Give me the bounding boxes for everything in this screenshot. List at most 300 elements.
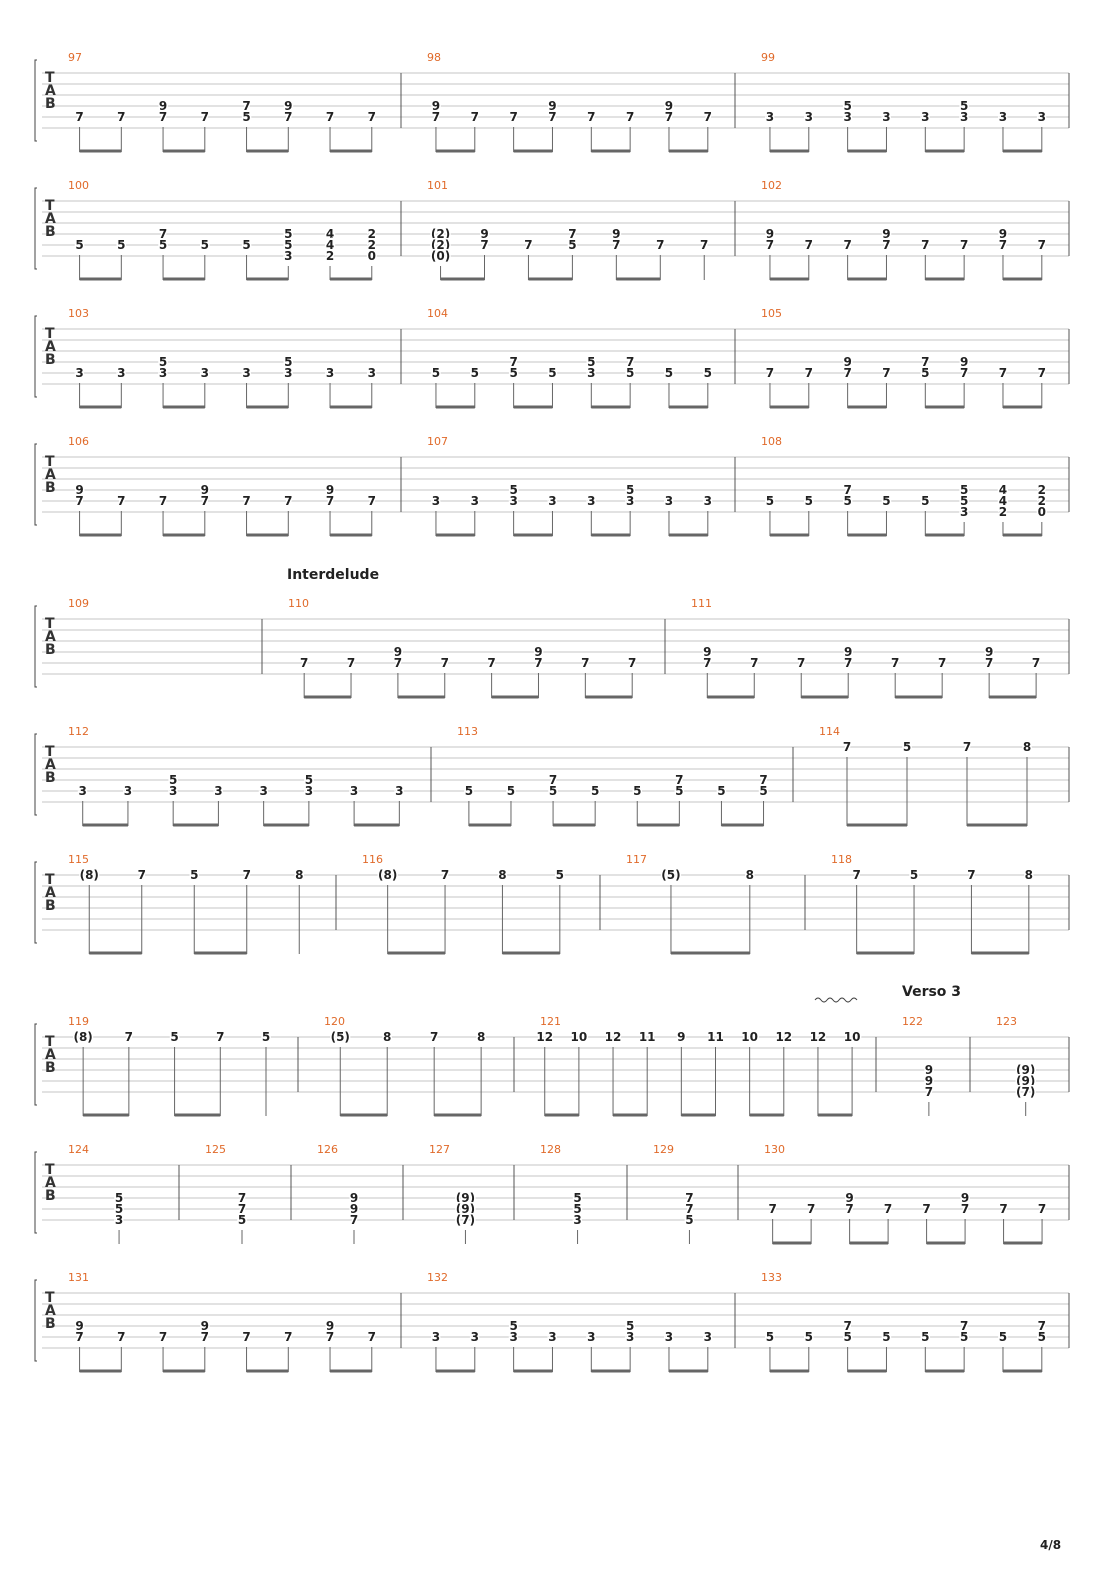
fret-number: 7 <box>367 110 376 124</box>
fret-number: 8 <box>498 868 507 882</box>
fret-number: 3 <box>548 1330 557 1344</box>
measure-number: 123 <box>996 1015 1017 1028</box>
fret-number: 3 <box>625 494 635 508</box>
fret-number: 5 <box>114 1191 124 1205</box>
tab-clef-letter: A <box>45 83 56 99</box>
measure-number: 127 <box>429 1143 450 1156</box>
fret-number: 3 <box>470 1330 479 1344</box>
fret-number: 7 <box>959 366 969 380</box>
tab-system <box>35 1271 1069 1372</box>
measure-number: 103 <box>68 307 89 320</box>
fret-number: 7 <box>200 110 209 124</box>
fret-number: 11 <box>707 1030 724 1044</box>
fret-number: 9 <box>431 99 441 113</box>
fret-number: 5 <box>509 483 518 497</box>
system-bracket <box>35 1280 37 1361</box>
fret-number: 3 <box>587 1330 596 1344</box>
tab-clef-letter: T <box>45 1290 55 1306</box>
fret-number: 3 <box>765 110 775 124</box>
fret-number: 7 <box>548 110 557 124</box>
measure-number: 118 <box>831 853 852 866</box>
fret-number: 7 <box>625 110 635 124</box>
fret-number: 7 <box>999 1202 1008 1216</box>
fret-number: 7 <box>998 366 1008 380</box>
fret-number: 5 <box>590 784 600 798</box>
tab-system <box>35 307 1069 408</box>
tab-clef-letter: A <box>45 1175 56 1191</box>
measure-number: 122 <box>902 1015 923 1028</box>
fret-number: 7 <box>625 355 635 369</box>
fret-number: 5 <box>717 784 726 798</box>
fret-number: 5 <box>804 494 813 508</box>
measure-number: 110 <box>288 597 309 610</box>
fret-number: 5 <box>843 494 852 508</box>
fret-number: 5 <box>548 366 557 380</box>
fret-number: 3 <box>625 1330 635 1344</box>
fret-number: 7 <box>158 227 168 241</box>
fret-number: 3 <box>804 110 813 124</box>
fret-number: 9 <box>325 483 335 497</box>
fret-number: (2) <box>430 238 451 252</box>
fret-number: 9 <box>480 227 489 241</box>
fret-number: 7 <box>524 238 533 252</box>
tab-clef-letter: B <box>45 224 56 240</box>
fret-number: 7 <box>703 656 712 670</box>
fret-number: 5 <box>959 1330 969 1344</box>
fret-number: 7 <box>299 656 309 670</box>
fret-number: 7 <box>487 656 496 670</box>
fret-number: 7 <box>242 99 251 113</box>
measure-number: 105 <box>761 307 782 320</box>
tab-clef-letter: T <box>45 872 55 888</box>
fret-number: 4 <box>325 238 335 252</box>
fret-number: 3 <box>349 784 359 798</box>
measure-number: 104 <box>427 307 448 320</box>
fret-number: 3 <box>78 784 87 798</box>
fret-number: 9 <box>924 1063 934 1077</box>
fret-number: 3 <box>587 366 596 380</box>
fret-number: 5 <box>506 784 516 798</box>
fret-number: 9 <box>844 645 853 659</box>
fret-number: 7 <box>891 656 900 670</box>
measure-number: 114 <box>819 725 840 738</box>
fret-number: 5 <box>284 355 293 369</box>
fret-number: 7 <box>967 868 976 882</box>
fret-number: 3 <box>998 110 1008 124</box>
fret-number: 5 <box>158 355 168 369</box>
system-bracket <box>35 862 37 943</box>
fret-number: 7 <box>703 110 712 124</box>
system-bracket <box>35 734 37 815</box>
fret-number: 10 <box>741 1030 758 1044</box>
fret-number: 5 <box>625 1319 635 1333</box>
fret-number: 3 <box>509 494 518 508</box>
fret-number: 7 <box>843 483 852 497</box>
tab-clef-letter: B <box>45 480 56 496</box>
fret-number: 3 <box>470 494 479 508</box>
fret-number: 7 <box>75 1330 84 1344</box>
tab-clef-letter: B <box>45 898 56 914</box>
fret-number: 9 <box>845 1191 854 1205</box>
fret-number: 9 <box>158 99 168 113</box>
tab-clef-letter: T <box>45 454 55 470</box>
fret-number: 7 <box>882 366 891 380</box>
fret-number: 5 <box>921 366 930 380</box>
fret-number: 9 <box>765 227 775 241</box>
fret-number: 3 <box>168 784 178 798</box>
fret-number: 7 <box>612 238 621 252</box>
fret-number: 8 <box>383 1030 392 1044</box>
fret-number: 4 <box>998 494 1008 508</box>
fret-number: 7 <box>960 1202 970 1216</box>
fret-number: 9 <box>284 99 293 113</box>
fret-number: 7 <box>117 110 126 124</box>
fret-number: 2 <box>1037 483 1046 497</box>
fret-number: 9 <box>677 1030 686 1044</box>
tab-clef-letter: T <box>45 326 55 342</box>
fret-number: 5 <box>190 868 199 882</box>
fret-number: 3 <box>284 249 293 263</box>
fret-number: 5 <box>703 366 712 380</box>
fret-number: 5 <box>304 773 314 787</box>
fret-number: 9 <box>959 355 969 369</box>
fret-number: 3 <box>703 494 712 508</box>
fret-number: 9 <box>393 645 403 659</box>
fret-number: 7 <box>843 238 852 252</box>
fret-number: 9 <box>664 99 674 113</box>
fret-number: 7 <box>984 656 994 670</box>
fret-number: 5 <box>921 1330 930 1344</box>
fret-number: 7 <box>158 1330 168 1344</box>
fret-number: 7 <box>325 110 335 124</box>
fret-number: 5 <box>675 784 684 798</box>
measure-number: 111 <box>691 597 712 610</box>
fret-number: 7 <box>534 656 543 670</box>
fret-number: 7 <box>765 366 775 380</box>
fret-number: 12 <box>604 1030 622 1044</box>
fret-number: 7 <box>628 656 637 670</box>
page-number: 4/8 <box>1040 1538 1062 1552</box>
fret-number: 5 <box>921 494 930 508</box>
fret-number: 7 <box>962 740 972 754</box>
tab-clef-letter: T <box>45 198 55 214</box>
fret-number: 9 <box>200 483 209 497</box>
fret-number: 3 <box>117 366 126 380</box>
fret-number: (7) <box>1016 1085 1036 1099</box>
fret-number: 7 <box>284 110 293 124</box>
fret-number: (5) <box>661 868 681 882</box>
fret-number: 10 <box>570 1030 588 1044</box>
fret-number: 2 <box>1037 494 1046 508</box>
measure-number: 124 <box>68 1143 89 1156</box>
fret-number: 7 <box>440 656 449 670</box>
fret-number: 5 <box>685 1213 694 1227</box>
fret-number: 3 <box>959 505 969 519</box>
fret-number: 3 <box>959 110 969 124</box>
fret-number: 7 <box>804 366 813 380</box>
fret-number: 7 <box>117 1330 126 1344</box>
tab-clef-letter: B <box>45 770 56 786</box>
fret-number: 7 <box>470 110 479 124</box>
tab-system <box>35 1143 1069 1244</box>
fret-number: (8) <box>377 868 398 882</box>
fret-number: 5 <box>170 1030 179 1044</box>
tab-clef-letter: B <box>45 1188 56 1204</box>
fret-number: 5 <box>959 483 969 497</box>
fret-number: 7 <box>921 355 930 369</box>
tab-clef-letter: A <box>45 629 56 645</box>
fret-number: 5 <box>242 238 251 252</box>
fret-number: 3 <box>509 1330 518 1344</box>
fret-number: 3 <box>664 494 674 508</box>
system-bracket <box>35 316 37 397</box>
fret-number: 3 <box>259 784 268 798</box>
fret-number: 7 <box>1031 656 1041 670</box>
measure-number: 130 <box>764 1143 785 1156</box>
tab-system <box>35 1015 1069 1116</box>
fret-number: 7 <box>922 1202 931 1216</box>
fret-number: 5 <box>431 366 441 380</box>
measure-number: 108 <box>761 435 782 448</box>
measure-number: 97 <box>68 51 82 64</box>
fret-number: 2 <box>998 505 1008 519</box>
fret-number: 12 <box>775 1030 793 1044</box>
fret-number: 5 <box>242 110 251 124</box>
tab-clef-letter: A <box>45 339 56 355</box>
fret-number: 7 <box>158 110 168 124</box>
fret-number: (9) <box>1016 1074 1036 1088</box>
fret-number: 5 <box>1037 1330 1046 1344</box>
fret-number: 7 <box>242 868 251 882</box>
measure-number: 101 <box>427 179 448 192</box>
fret-number: 7 <box>759 773 768 787</box>
tab-clef-letter: B <box>45 96 56 112</box>
fret-number: 5 <box>998 1330 1008 1344</box>
fret-number: 3 <box>75 366 84 380</box>
fret-number: 7 <box>509 355 518 369</box>
fret-number: (2) <box>430 227 451 241</box>
measure-number: 115 <box>68 853 89 866</box>
tab-clef-letter: T <box>45 1034 55 1050</box>
fret-number: 7 <box>845 1202 854 1216</box>
tab-system <box>35 597 1069 698</box>
measure-number: 125 <box>205 1143 226 1156</box>
tab-system <box>35 51 1069 152</box>
fret-number: 8 <box>1022 740 1032 754</box>
measure-number: 120 <box>324 1015 345 1028</box>
fret-number: 7 <box>937 656 947 670</box>
measure-number: 121 <box>540 1015 561 1028</box>
fret-number: 5 <box>117 238 126 252</box>
tab-clef-letter: A <box>45 211 56 227</box>
fret-number: 9 <box>200 1319 209 1333</box>
fret-number: 3 <box>123 784 133 798</box>
tab-clef-letter: T <box>45 616 55 632</box>
fret-number: 5 <box>843 99 852 113</box>
fret-number: 12 <box>809 1030 827 1044</box>
fret-number: 0 <box>367 249 376 263</box>
measure-number: 126 <box>317 1143 338 1156</box>
measure-number: 133 <box>761 1271 782 1284</box>
system-bracket <box>35 444 37 525</box>
tab-system <box>35 853 1069 954</box>
fret-number: 7 <box>656 238 665 252</box>
fret-number: 7 <box>581 656 590 670</box>
fret-number: 5 <box>625 483 635 497</box>
tab-clef-letter: B <box>45 1060 56 1076</box>
fret-number: 5 <box>573 1191 582 1205</box>
tab-clef-letter: B <box>45 1316 56 1332</box>
fret-number: 9 <box>325 1319 335 1333</box>
fret-number: 3 <box>284 366 293 380</box>
fret-number: 3 <box>158 366 168 380</box>
fret-number: (9) <box>1016 1063 1036 1077</box>
fret-number: 7 <box>284 494 293 508</box>
fret-number: 7 <box>842 740 852 754</box>
fret-number: 9 <box>75 483 84 497</box>
fret-number: 5 <box>633 784 642 798</box>
fret-number: (8) <box>79 868 99 882</box>
fret-number: 7 <box>284 1330 293 1344</box>
tab-clef-letter: A <box>45 1303 56 1319</box>
measure-number: 99 <box>761 51 775 64</box>
measure-number: 100 <box>68 179 89 192</box>
fret-number: 7 <box>75 494 84 508</box>
fret-number: 7 <box>750 656 759 670</box>
fret-number: (9) <box>455 1191 476 1205</box>
fret-number: 7 <box>685 1202 694 1216</box>
fret-number: 3 <box>431 1330 441 1344</box>
fret-number: 5 <box>237 1213 247 1227</box>
fret-number: 5 <box>765 494 775 508</box>
fret-number: 7 <box>1037 366 1046 380</box>
fret-number: 5 <box>75 238 84 252</box>
fret-number: 7 <box>804 238 813 252</box>
measure-number: 98 <box>427 51 441 64</box>
fret-number: 9 <box>349 1202 359 1216</box>
fret-number: 9 <box>882 227 891 241</box>
fret-number: 5 <box>261 1030 271 1044</box>
fret-number: 10 <box>843 1030 861 1044</box>
fret-number: 7 <box>924 1085 934 1099</box>
fret-number: 5 <box>284 238 293 252</box>
fret-number: (7) <box>455 1213 476 1227</box>
tab-clef-letter: T <box>45 744 55 760</box>
fret-number: 7 <box>325 1330 335 1344</box>
section-label: Verso 3 <box>902 984 962 1000</box>
tab-clef-letter: T <box>45 1162 55 1178</box>
fret-number: 5 <box>902 740 912 754</box>
fret-number: 3 <box>843 110 852 124</box>
fret-number: 7 <box>998 238 1008 252</box>
fret-number: 3 <box>664 1330 674 1344</box>
fret-number: 7 <box>393 656 403 670</box>
fret-number: 7 <box>843 366 852 380</box>
fret-number: 5 <box>568 238 577 252</box>
fret-number: 7 <box>431 110 441 124</box>
measure-number: 128 <box>540 1143 561 1156</box>
fret-number: 7 <box>1037 1319 1046 1333</box>
fret-number: 7 <box>852 868 861 882</box>
fret-number: 5 <box>625 366 635 380</box>
fret-number: 7 <box>568 227 577 241</box>
fret-number: 5 <box>765 1330 775 1344</box>
fret-number: 5 <box>882 494 891 508</box>
fret-number: 3 <box>325 366 335 380</box>
fret-number: 7 <box>124 1030 134 1044</box>
measure-number: 102 <box>761 179 782 192</box>
system-bracket <box>35 188 37 269</box>
fret-number: 7 <box>216 1030 225 1044</box>
fret-number: 7 <box>480 238 489 252</box>
fret-number: 5 <box>555 868 565 882</box>
fret-number: 8 <box>1024 868 1034 882</box>
fret-number: 7 <box>883 1202 893 1216</box>
fret-number: (0) <box>430 249 451 263</box>
measure-number: 112 <box>68 725 89 738</box>
fret-number: 7 <box>806 1202 816 1216</box>
fret-number: 5 <box>664 366 674 380</box>
measure-number: 109 <box>68 597 89 610</box>
fret-number: 3 <box>395 784 404 798</box>
tab-clef-letter: A <box>45 1047 56 1063</box>
fret-number: 9 <box>960 1191 970 1205</box>
fret-number: 9 <box>984 645 994 659</box>
fret-number: 7 <box>700 238 709 252</box>
fret-number: 7 <box>237 1191 247 1205</box>
fret-number: 5 <box>843 1330 852 1344</box>
system-bracket <box>35 606 37 687</box>
fret-number: 3 <box>573 1213 582 1227</box>
fret-number: 3 <box>882 110 891 124</box>
fret-number: 7 <box>844 656 853 670</box>
measure-number: 113 <box>457 725 478 738</box>
fret-number: 5 <box>909 868 919 882</box>
fret-number: 7 <box>117 494 126 508</box>
measure-number: 132 <box>427 1271 448 1284</box>
tab-system <box>35 179 1069 280</box>
measure-number: 116 <box>362 853 383 866</box>
fret-number: 7 <box>675 773 684 787</box>
fret-number: 7 <box>921 238 930 252</box>
fret-number: 5 <box>548 784 558 798</box>
fret-number: 7 <box>349 1213 359 1227</box>
fret-number: 3 <box>1037 110 1046 124</box>
fret-number: 5 <box>509 1319 518 1333</box>
fret-number: 7 <box>346 656 356 670</box>
fret-number: 7 <box>200 1330 209 1344</box>
fret-number: 5 <box>882 1330 891 1344</box>
fret-number: 7 <box>587 110 596 124</box>
fret-number: 7 <box>959 1319 969 1333</box>
fret-number: 2 <box>367 227 376 241</box>
fret-number: 7 <box>367 1330 376 1344</box>
system-bracket <box>35 1152 37 1233</box>
fret-number: 5 <box>114 1202 124 1216</box>
fret-number: 3 <box>200 366 209 380</box>
fret-number: 7 <box>325 494 335 508</box>
tab-clef-letter: A <box>45 757 56 773</box>
fret-number: (9) <box>455 1202 476 1216</box>
measure-number: 131 <box>68 1271 89 1284</box>
fret-number: 7 <box>242 1330 251 1344</box>
fret-number: 5 <box>509 366 518 380</box>
fret-number: 9 <box>924 1074 934 1088</box>
fret-number: 7 <box>158 494 168 508</box>
fret-number: 3 <box>214 784 223 798</box>
fret-number: 5 <box>959 494 969 508</box>
fret-number: 7 <box>765 238 775 252</box>
